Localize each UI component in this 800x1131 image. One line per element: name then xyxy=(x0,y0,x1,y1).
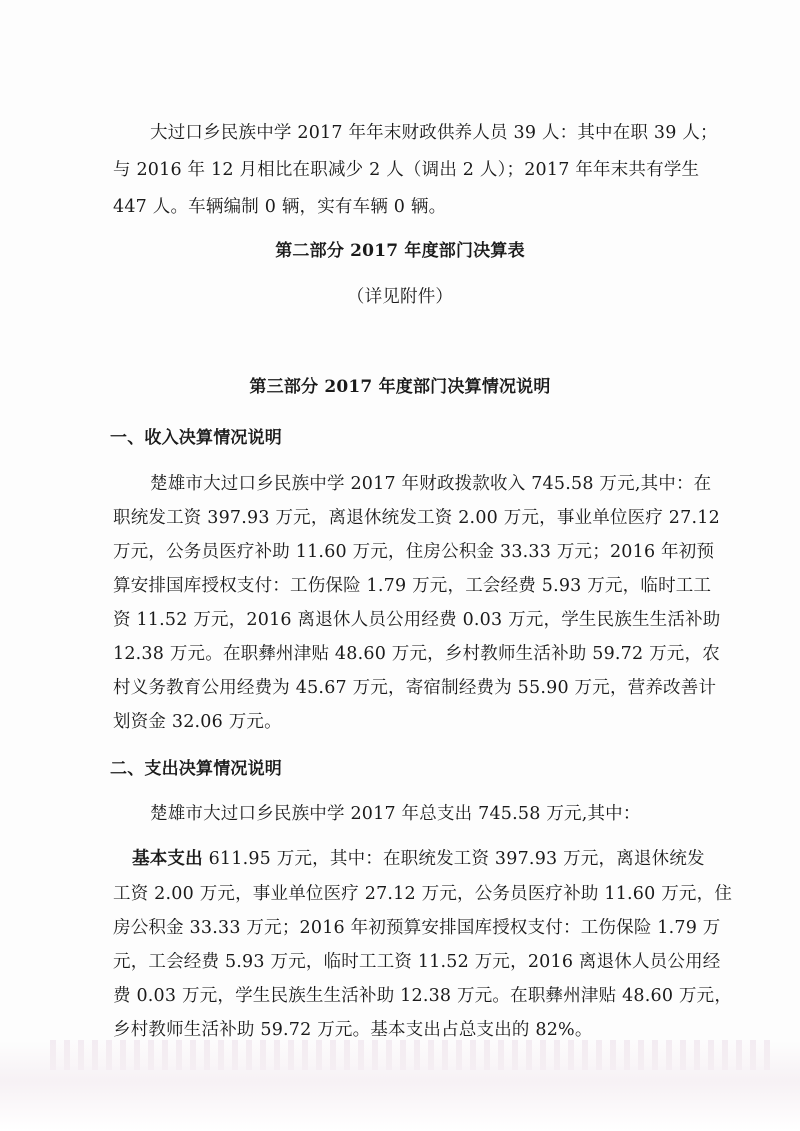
expense-line-3: 元，工会经费 5.93 万元，临时工工资 11.52 万元，2016 离退休人员公用经 xyxy=(113,952,721,972)
income-line-3: 万元，公务员医疗补助 11.60 万元，住房公积金 33.33 万元；2016 年初预 xyxy=(113,542,715,562)
expense-heading: 二、支出决算情况说明 xyxy=(110,759,282,779)
part3-title: 第三部分 2017 年度部门决算情况说明 xyxy=(249,377,551,397)
income-line-8: 划资金 32.06 万元。 xyxy=(113,712,282,732)
intro-line-2: 与 2016 年 12 月相比在职减少 2 人（调出 2 人）；2017 年年末共有学生 xyxy=(113,160,700,180)
expense-line-2: 房公积金 33.33 万元；2016 年初预算安排国库授权支付：工伤保险 1.79 万 xyxy=(113,918,721,938)
income-line-6: 12.38 万元。在职彝州津贴 48.60 万元，乡村教师生活补助 59.72 万元，农 xyxy=(113,644,720,664)
intro-line-1: 大过口乡民族中学 2017 年年末财政供养人员 39 人：其中在职 39 人； xyxy=(150,123,718,143)
expense-line-4: 费 0.03 万元，学生民族生生活补助 12.38 万元。在职彝州津贴 48.60 万元， xyxy=(113,986,733,1006)
income-line-5: 资 11.52 万元，2016 离退休人员公用经费 0.03 万元，学生民族生生活补助 xyxy=(113,610,721,630)
expense-summary: 楚雄市大过口乡民族中学 2017 年总支出 745.58 万元,其中： xyxy=(150,804,641,824)
expense-basic-line xyxy=(132,845,705,873)
income-line-1: 楚雄市大过口乡民族中学 2017 年财政拨款收入 745.58 万元,其中：在 xyxy=(150,474,712,494)
income-line-2: 职统发工资 397.93 万元，离退休统发工资 2.00 万元，事业单位医疗 27.12 xyxy=(113,508,720,528)
income-line-4: 算安排国库授权支付：工伤保险 1.79 万元，工会经费 5.93 万元，临时工工 xyxy=(113,576,712,596)
income-line-7: 村义务教育公用经费为 45.67 万元，寄宿制经费为 55.90 万元，营养改善计 xyxy=(113,678,717,698)
expense-line-5: 乡村教师生活补助 59.72 万元。基本支出占总支出的 82%。 xyxy=(113,1020,593,1040)
income-heading: 一、收入决算情况说明 xyxy=(110,428,282,448)
basic-expense-text: 611.95 万元，其中：在职统发工资 397.93 万元，离退休统发 xyxy=(202,849,705,869)
basic-expense-label: 基本支出 xyxy=(132,849,203,869)
part2-note: （详见附件） xyxy=(346,287,454,307)
part2-title: 第二部分 2017 年度部门决算表 xyxy=(275,241,525,261)
intro-line-3: 447 人。车辆编制 0 辆，实有车辆 0 辆。 xyxy=(113,197,447,217)
expense-line-1: 工资 2.00 万元，事业单位医疗 27.12 万元，公务员医疗补助 11.60 万元，住 xyxy=(113,884,733,904)
scan-edge xyxy=(0,1041,800,1131)
